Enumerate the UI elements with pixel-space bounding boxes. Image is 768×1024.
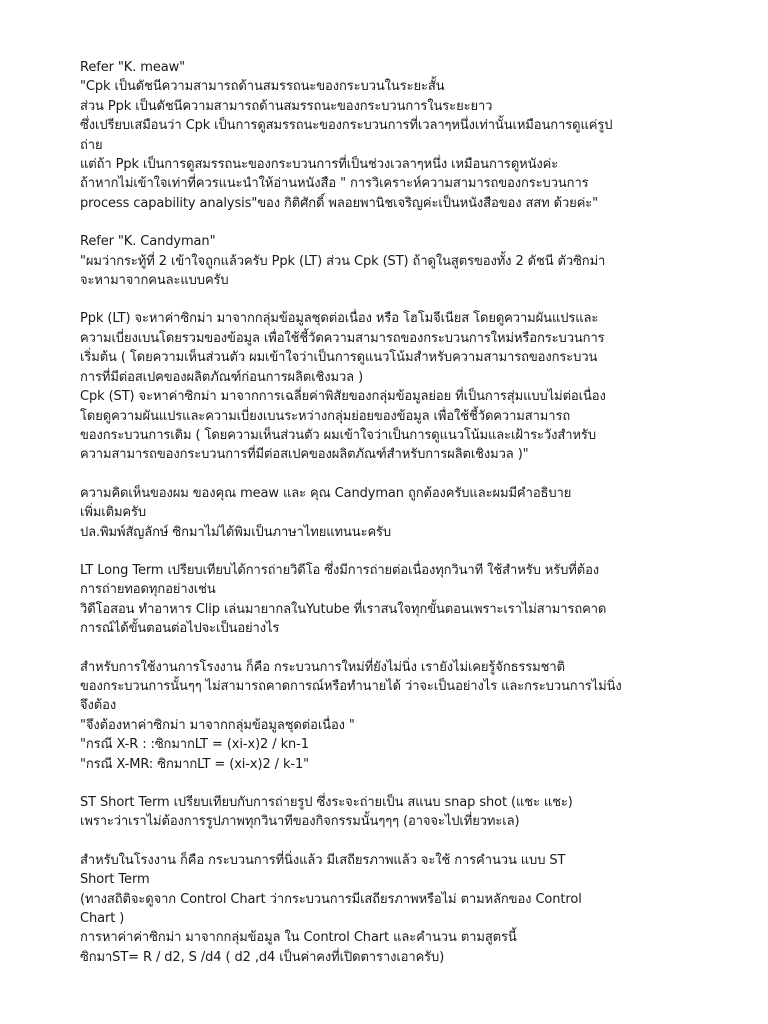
- text-line: จะหามาจากคนละแบบครับ: [80, 273, 229, 289]
- text-line: การที่มีต่อสเปคของผลิตภัณฑ์ก่อนการผลิตเชิงมวล ): [80, 369, 364, 385]
- text-line: ของกระบวนการเดิม ( โดยความเห็นส่วนตัว ผมเข้าใจว่าเป็นการดูแนวโน้มและเฝ้าระวังสำหรับ: [80, 427, 596, 443]
- text-line: ST Short Term เปรียบเทียบกับการถ่ายรูป ซึ่งระจะถ่ายเป็น สแนบ snap shot (แชะ แชะ): [80, 795, 573, 810]
- text-line: การถ่ายทอดทุกอย่างเช่น: [80, 582, 216, 598]
- formula-line: "กรณี X-R : :ซิกมากLT = (xi-x)2 / kn-1: [80, 737, 309, 753]
- text-line: Chart ): [80, 911, 125, 927]
- text-line: เพราะว่าเราไม่ต้องการรูปภาพทุกวินาทีของกิจกรรมนั้นๆๆๆ (อาจจะไปเที่ยวทะเล): [80, 814, 520, 830]
- text-line: "ผมว่ากระทู้ที่ 2 เข้าใจถูกแล้วครับ Ppk (LT) ส่วน Cpk (ST) ถ้าดูในสูตรของทั้ง 2 ดัชนี ตัวซิกม่า: [80, 253, 606, 269]
- text-line: ปล.พิมพ์สัญลักษ์ ซิกมาไม่ได้พิมเป็นภาษาไทยแทนนะครับ: [80, 524, 392, 540]
- text-line: ความสามารถของกระบวนการที่มีต่อสเปคของผลิตภัณฑ์สำหรับการผลิตเชิงมวล )": [80, 447, 529, 463]
- paragraph-short-term: [80, 793, 688, 832]
- text-line: สำหรับการใช้งานการโรงงาน ก็คือ กระบวนการใหม่ที่ยังไม่นิ่ง เรายังไม่เคยรู้จักธรรมชาติ: [80, 659, 565, 675]
- text-line: การณ์ได้ขั้นตอนต่อไปจะเป็นอย่างไร: [80, 621, 280, 637]
- paragraph-long-term: [80, 561, 688, 639]
- paragraph-refer-candyman: [80, 232, 688, 290]
- text-line: เริ่มต้น ( โดยความเห็นส่วนตัว ผมเข้าใจว่าเป็นการดูแนวโน้มสำหรับความสามารถของกระบวน: [80, 350, 598, 366]
- text-line: ของกระบวนการนั้นๆๆ ไม่สามารถคาดการณ์หรือทำนายได้ ว่าจะเป็นอย่างไร และกระบวนการไม่นิ่ง: [80, 678, 622, 694]
- text-line: LT Long Term เปรียบเทียบได้การถ่ายวิดีโอ ซึ่งมีการถ่ายต่อเนื่องทุกวินาที ใช้สำหรับ หรับที่ต้อง: [80, 562, 600, 578]
- text-line: สำหรับในโรงงาน ก็คือ กระบวนการที่นิ่งแล้ว มีเสถียรภาพแล้ว จะใช้ การคำนวน แบบ ST: [80, 852, 566, 868]
- text-line: Short Term: [80, 872, 150, 888]
- text-line: ส่วน Ppk เป็นดัชนีความสามารถด้านสมรรถนะของกระบวนการในระยะยาว: [80, 98, 493, 114]
- paragraph-refer-meaw: [80, 58, 688, 213]
- paragraph-opinion: [80, 484, 688, 542]
- paragraph-factory-stable-process: [80, 851, 688, 967]
- text-line: โดยดูความผันแปรและความเบี่ยงเบนระหว่างกลุ่มย่อยของข้อมูล เพื่อใช้ชี้วัดความสามารถ: [80, 408, 571, 424]
- text-line: Ppk (LT) จะหาค่าซิกม่า มาจากกลุ่มข้อมูลชุดต่อเนื่อง หรือ โฮโมจีเนียส โดยดูความผันแปรและ: [80, 311, 599, 327]
- text-line: "จึงต้องหาค่าซิกม่า มาจากกลุ่มข้อมูลชุดต่อเนื่อง ": [80, 717, 355, 733]
- text-line: วิดีโอสอน ทำอาหาร Clip เล่นมายากลในYutube ที่เราสนใจทุกขั้นตอนเพราะเราไม่สามารถคาด: [80, 601, 607, 617]
- text-line: Cpk (ST) จะหาค่าซิกม่า มาจากการเฉลี่ยค่าพิสัยของกลุ่มข้อมูลย่อย ที่เป็นการสุ่มแบบไม่ต่อเนื่อง: [80, 389, 606, 405]
- formula-line: ซิกมาST= R / d2, S /d4 ( d2 ,d4 เป็นค่าคงที่เปิดตารางเอาครับ): [80, 949, 445, 965]
- text-line: ถ้าหากไม่เข้าใจเท่าที่ควรแนะนำให้อ่านหนังสือ " การวิเคราะห์ความสามารถของกระบวนการ: [80, 176, 589, 192]
- text-line: แต่ถ้า Ppk เป็นการดูสมรรถนะของกระบวนการที่เป็นช่วงเวลาๆหนึ่ง เหมือนการดูหนังค่ะ: [80, 157, 559, 173]
- paragraph-ppk-cpk: [80, 309, 688, 464]
- text-line: ถ่าย: [80, 137, 103, 153]
- text-line: process capability analysis"ของ กิติศักดิ์ พลอยพานิชเจริญค่ะเป็นหนังสือของ สสท ด้วยค่ะ": [80, 195, 599, 211]
- text-line: ความคิดเห็นของผม ของคุณ meaw และ คุณ Candyman ถูกต้องครับและผมมีคำอธิบาย: [80, 485, 572, 501]
- text-line: ซึ่งเปรียบเสมือนว่า Cpk เป็นการดูสมรรถนะของกระบวนการที่เวลาๆหนึ่งเท่านั้นเหมือนการดูแค่รูป: [80, 118, 613, 134]
- document-body: [80, 58, 688, 986]
- text-line: จึงต้อง: [80, 698, 117, 714]
- text-line: ความเบี่ยงเบนโดยรวมของข้อมูล เพื่อใช้ชี้วัดความสามารถของกระบวนการใหม่หรือกระบวนการ: [80, 330, 605, 346]
- text-line: "Cpk เป็นดัชนีความสามารถด้านสมรรถนะของกระบวนในระยะสั้น: [80, 79, 445, 95]
- text-line: Refer "K. meaw": [80, 60, 186, 75]
- formula-line: "กรณี X-MR: ซิกมากLT = (xi-x)2 / k-1": [80, 756, 310, 772]
- text-line: (ทางสถิติจะดูจาก Control Chart ว่ากระบวนการมีเสถียรภาพหรือไม่ ตามหลักของ Control: [80, 891, 582, 907]
- text-line: เพิ่มเติมครับ: [80, 505, 147, 521]
- paragraph-factory-new-process: [80, 658, 688, 774]
- text-line: Refer "K. Candyman": [80, 234, 216, 250]
- text-line: การหาค่าค่าซิกม่า มาจากกลุ่มข้อมูล ใน Control Chart และคำนวน ตามสูตรนี้: [80, 930, 517, 946]
